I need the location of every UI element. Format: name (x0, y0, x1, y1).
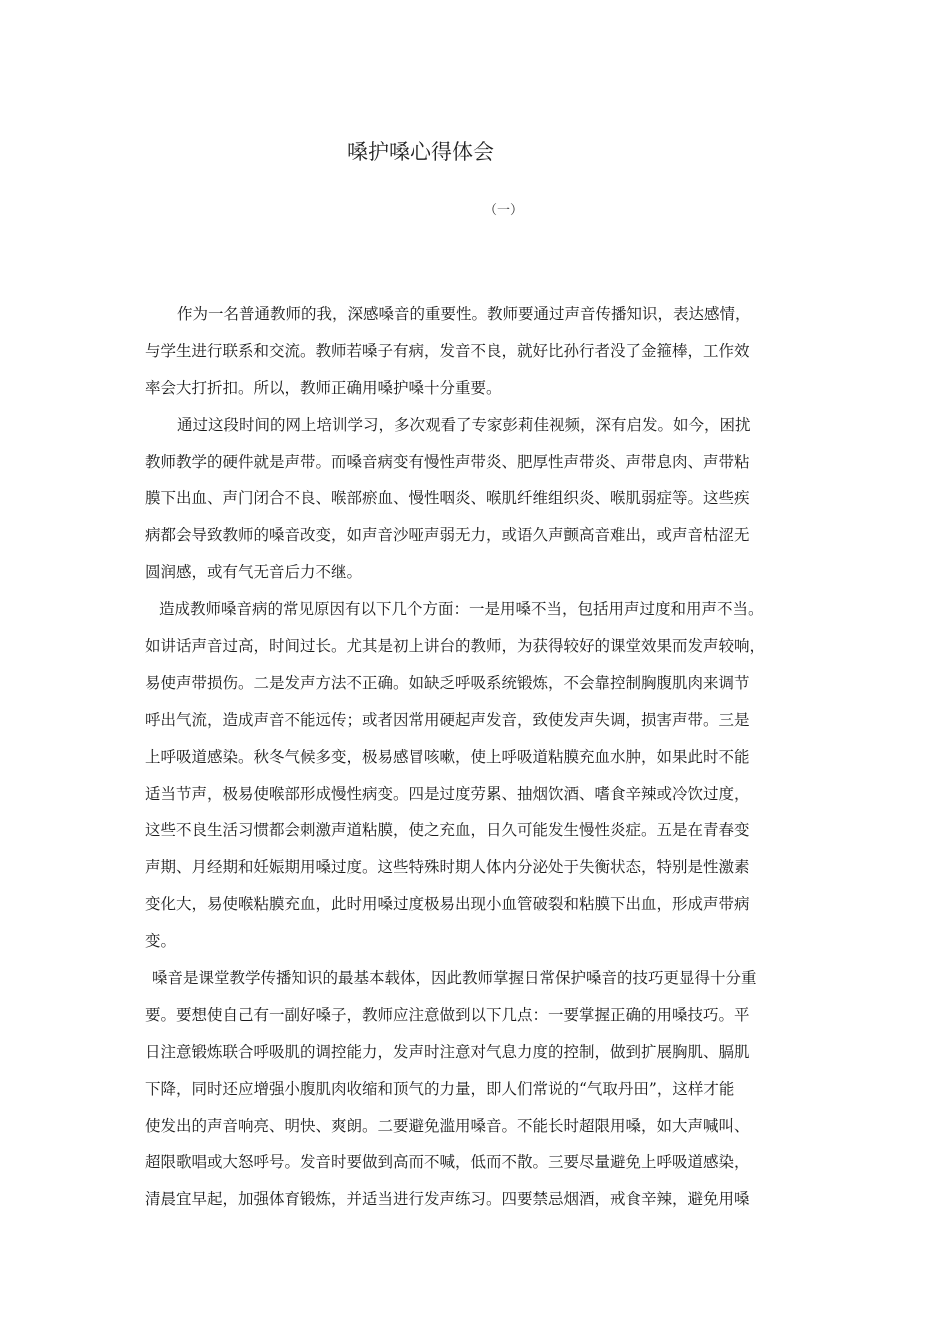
text-line: 作为一名普通教师的我，深感嗓音的重要性。教师要通过声音传播知识，表达感情， (177, 305, 751, 323)
text-line: 病都会导致教师的嗓音改变，如声音沙哑声弱无力，或语久声颤高音难出，或声音枯涩无 (145, 526, 750, 545)
text-line: 使发出的声音响亮、明快、爽朗。二要避免滥用嗓音。不能长时超限用嗓，如大声喊叫、 (145, 1116, 750, 1135)
document-title: 嗓护嗓心得体会 (347, 140, 494, 164)
text-line: 声期、月经期和妊娠期用嗓过度。这些特殊时期人体内分泌处于失衡状态，特别是性激素 (145, 858, 750, 877)
text-line: 嗓音是课堂教学传播知识的最基本载体，因此教师掌握日常保护嗓音的技巧更显得十分重 (152, 969, 757, 988)
text-line: 超限歌唱或大怒呼号。发音时要做到高而不喊，低而不散。三要尽量避免上呼吸道感染， (145, 1153, 750, 1172)
text-line: 变化大，易使喉粘膜充血，此时用嗓过度极易出现小血管破裂和粘膜下出血，形成声带病 (145, 895, 750, 914)
text-line: 造成教师嗓音病的常见原因有以下几个方面：一是用嗓不当，包括用声过度和用声不当。 (159, 600, 764, 619)
text-line: 适当节声，极易使喉部形成慢性病变。四是过度劳累、抽烟饮酒、嗜食辛辣或冷饮过度， (145, 784, 750, 803)
body-text (145, 296, 807, 1218)
text-line: 通过这段时间的网上培训学习，多次观看了专家彭莉佳视频，深有启发。如今，困扰 (177, 415, 751, 434)
text-line: 膜下出血、声门闭合不良、喉部瘀血、慢性咽炎、喉肌纤维组织炎、喉肌弱症等。这些疾 (145, 489, 750, 508)
text-line: 清晨宜早起，加强体育锻炼，并适当进行发声练习。四要禁忌烟酒，戒食辛辣，避免用嗓 (145, 1190, 750, 1209)
text-line: 率会大打折扣。所以，教师正确用嗓护嗓十分重要。 (145, 378, 502, 397)
text-line: 变。 (145, 932, 177, 951)
text-line: 日注意锻炼联合呼吸肌的调控能力，发声时注意对气息力度的控制，做到扩展胸肌、膈肌 (145, 1042, 750, 1061)
text-line: 这些不良生活习惯都会刺激声道粘膜，使之充血，日久可能发生慢性炎症。五是在青春变 (145, 821, 750, 840)
text-line: 要。要想使自己有一副好嗓子，教师应注意做到以下几点：一要掌握正确的用嗓技巧。平 (145, 1005, 750, 1024)
text-line: 易使声带损伤。二是发声方法不正确。如缺乏呼吸系统锻炼，不会靠控制胸腹肌肉来调节 (145, 673, 750, 692)
text-line: 上呼吸道感染。秋冬气候多变，极易感冒咳嗽，使上呼吸道粘膜充血水肿，如果此时不能 (145, 747, 750, 766)
text-line: 呼出气流，造成声音不能远传；或者因常用硬起声发音，致使发声失调，损害声带。三是 (145, 710, 750, 729)
text-line: 与学生进行联系和交流。教师若嗓子有病，发音不良，就好比孙行者没了金箍棒，工作效 (145, 341, 750, 360)
text-line: 圆润感，或有气无音后力不继。 (145, 563, 363, 582)
section-number: （一） (484, 203, 524, 218)
text-line: 教师教学的硬件就是声带。而嗓音病变有慢性声带炎、肥厚性声带炎、声带息肉、声带粘 (145, 452, 750, 471)
text-line: 下降，同时还应增强小腹肌肉收缩和顶气的力量，即人们常说的“气取丹田”，这样才能 (145, 1079, 735, 1098)
text-line: 如讲话声音过高，时间过长。尤其是初上讲台的教师，为获得较好的课堂效果而发声较响， (145, 637, 766, 656)
